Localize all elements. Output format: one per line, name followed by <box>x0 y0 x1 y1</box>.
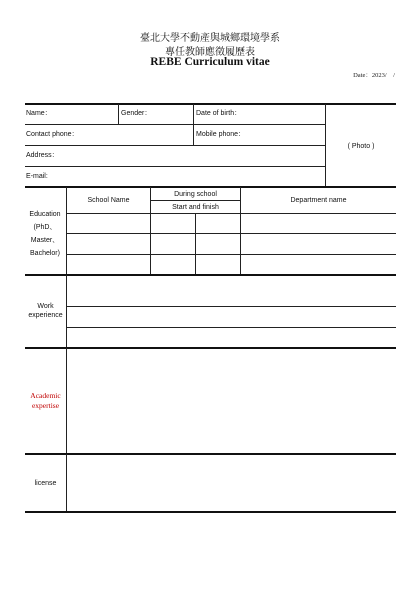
header-subdivider <box>150 200 240 201</box>
academic-expertise-label: Academic expertise <box>30 391 61 410</box>
email-label: E-mail: <box>26 173 48 180</box>
license-top-border <box>25 453 396 455</box>
row-divider <box>25 124 325 125</box>
name-label: Name： <box>26 110 52 117</box>
row-divider <box>66 233 396 234</box>
col-divider <box>66 275 67 348</box>
table-top-border <box>25 103 396 105</box>
dob-label: Date of birth： <box>196 110 242 117</box>
address-label: Address： <box>26 152 59 159</box>
photo-placeholder: ( Photo ) <box>347 143 375 150</box>
col-divider <box>150 187 151 274</box>
education-label: Education (PhD、 Master、 Bachelor) <box>29 211 61 257</box>
work-experience-label: Work experience <box>28 303 63 319</box>
during-school-header: During school <box>174 191 217 198</box>
school-name-header: School Name <box>87 197 130 204</box>
department-name-header: Department name <box>290 197 347 204</box>
row-divider <box>66 327 396 328</box>
row-divider <box>66 306 396 307</box>
row-divider <box>66 213 396 214</box>
department-title: 臺北大學不動產與城鄉環境學系 <box>140 33 280 44</box>
row-divider <box>25 145 325 146</box>
col-divider <box>195 213 196 274</box>
license-label: license <box>34 480 57 487</box>
form-title: 專任教師應徵履歷表 <box>165 47 255 58</box>
col-divider <box>118 104 119 124</box>
start-finish-header: Start and finish <box>172 204 219 211</box>
academic-top-border <box>25 347 396 349</box>
table-bottom-border <box>25 511 396 513</box>
gender-label: Gender： <box>121 110 152 117</box>
work-top-border <box>25 274 396 276</box>
col-divider <box>193 104 194 145</box>
date-field: Date：2023/ / <box>353 72 395 79</box>
col-divider <box>66 454 67 511</box>
row-divider <box>25 166 325 167</box>
row-divider <box>66 254 396 255</box>
mobile-phone-label: Mobile phone： <box>196 131 246 138</box>
form-title-english: REBE Curriculum vitae <box>150 56 270 68</box>
col-divider <box>66 348 67 454</box>
education-top-border <box>25 186 396 188</box>
contact-phone-label: Contact phone： <box>26 131 79 138</box>
